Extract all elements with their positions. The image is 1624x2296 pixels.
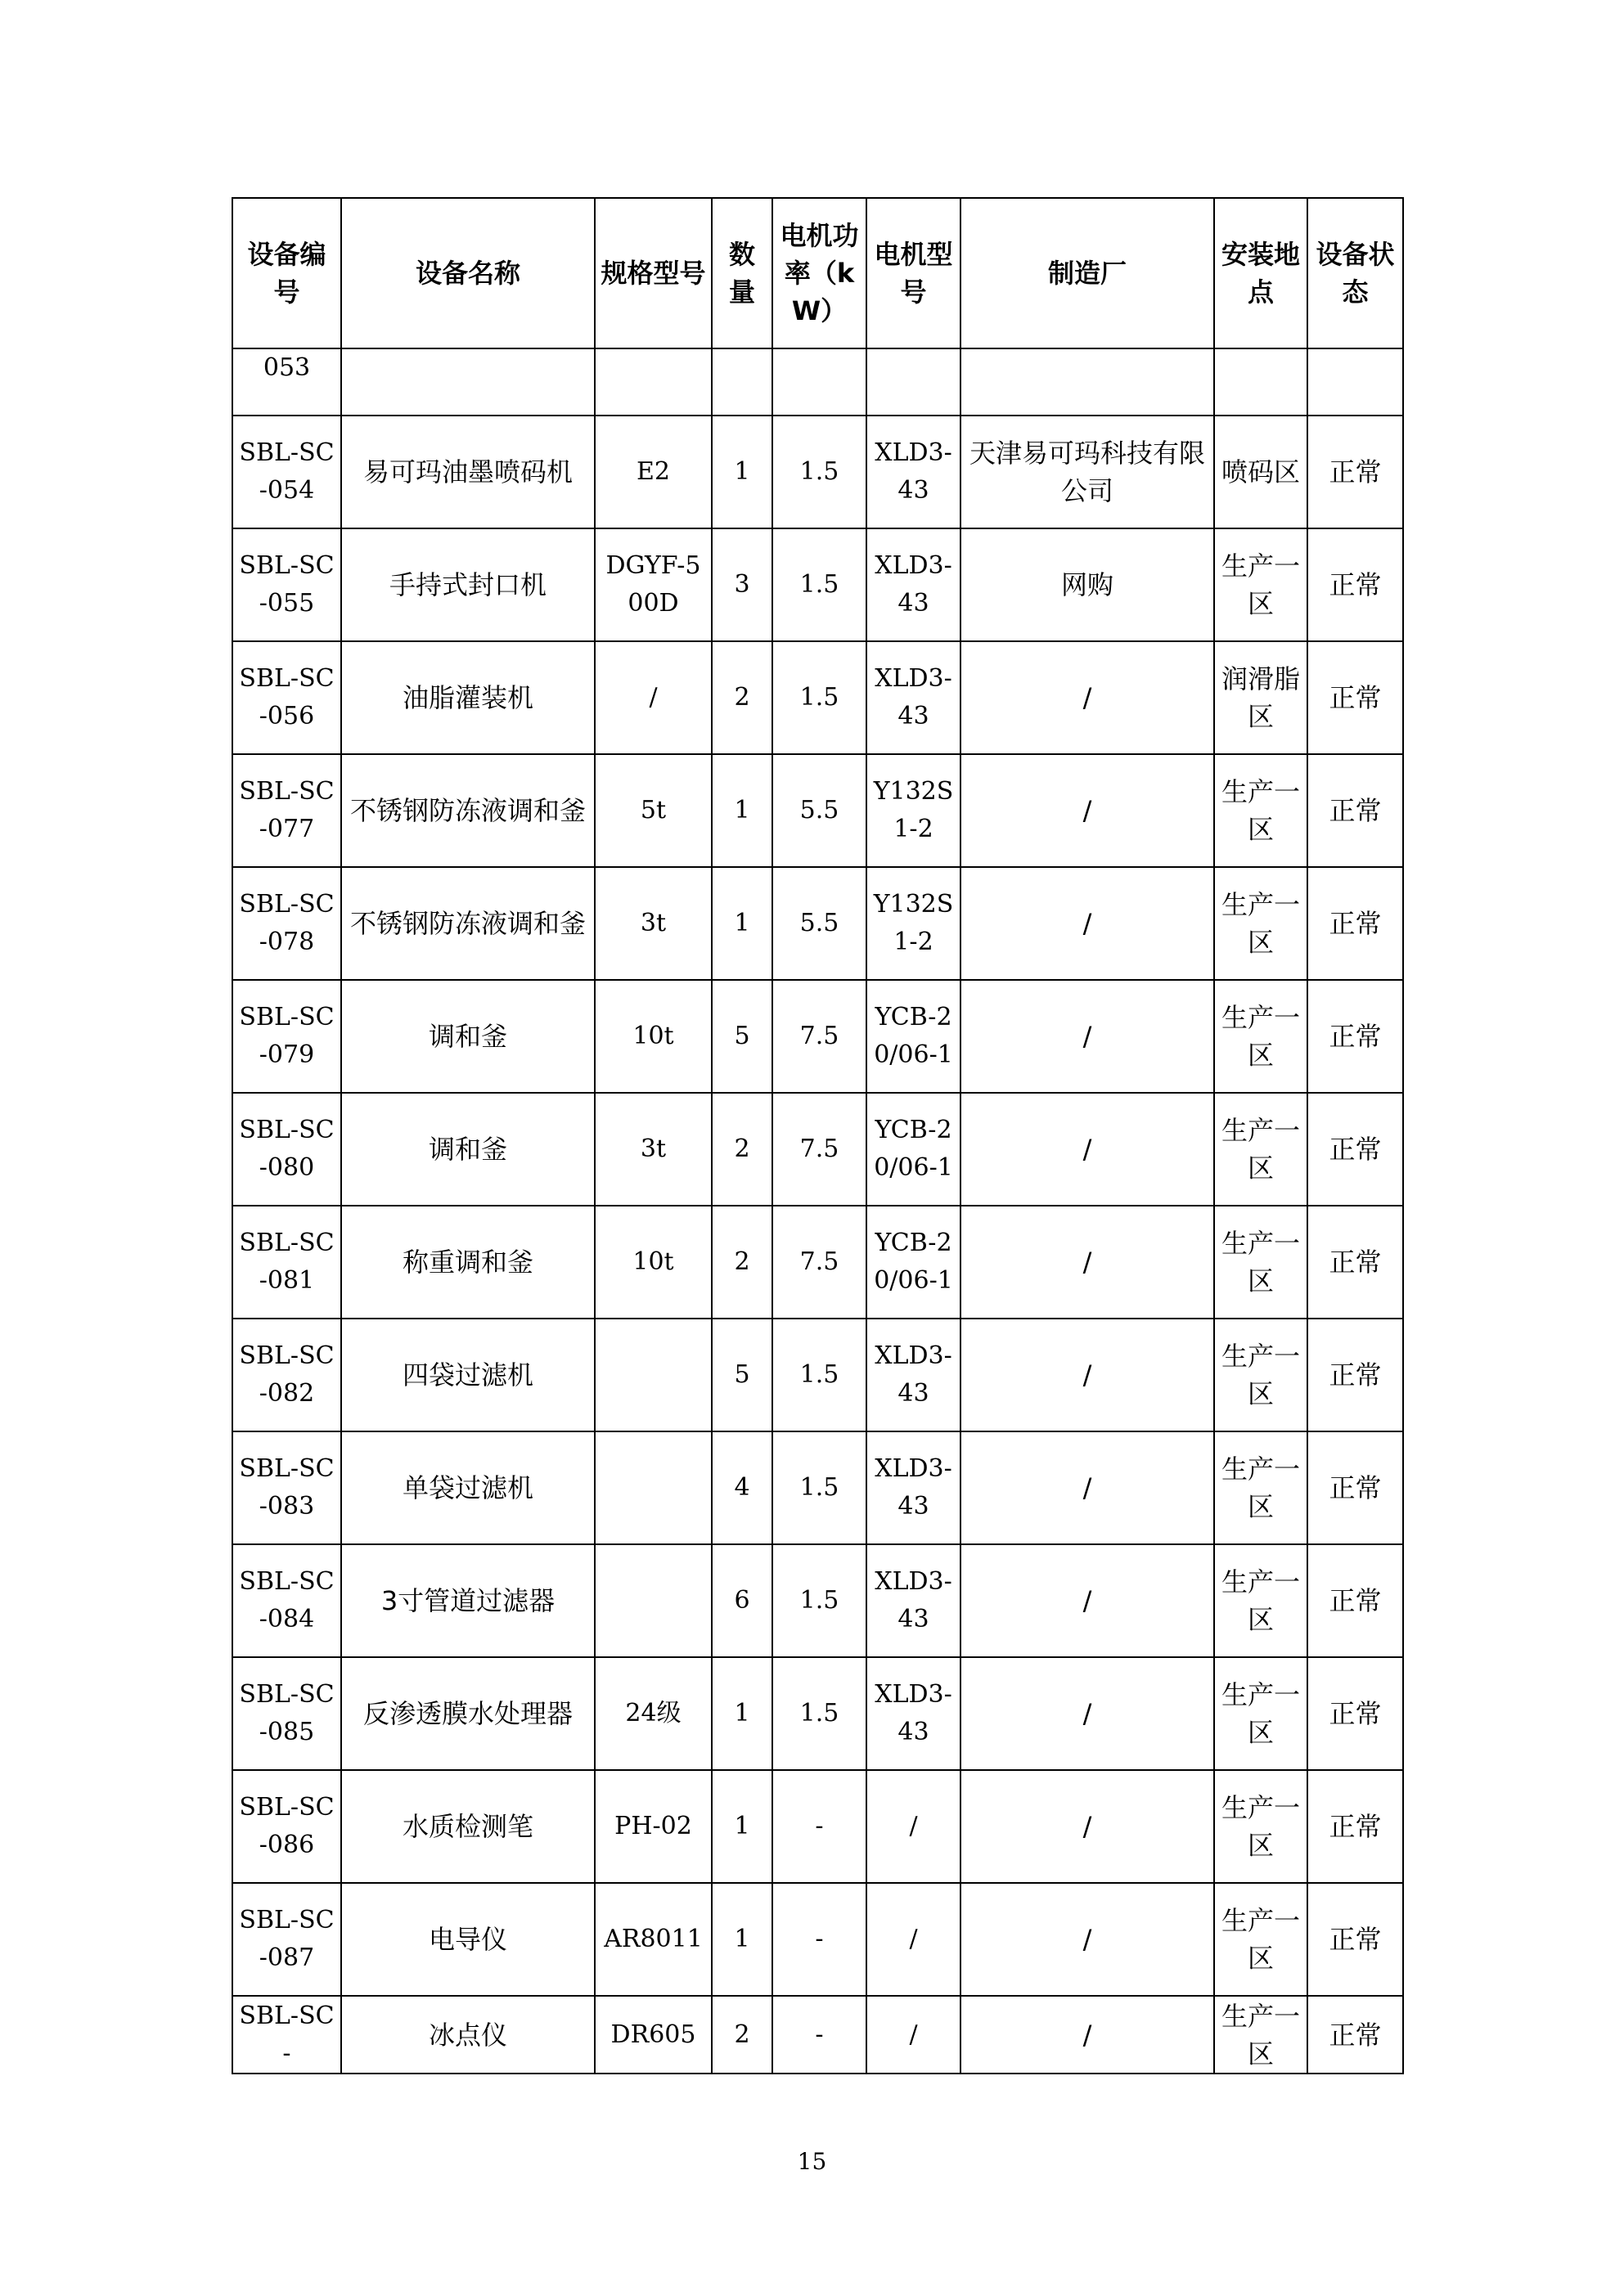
cell-name: 称重调和釜 — [341, 1206, 595, 1319]
cell-spec: / — [595, 641, 712, 754]
cell-spec: E2 — [595, 416, 712, 528]
cell-motor: YCB-20/06-1 — [866, 980, 960, 1093]
cell-status: 正常 — [1307, 1544, 1403, 1657]
cell-id: SBL-SC-056 — [232, 641, 341, 754]
cell-id: SBL-SC-080 — [232, 1093, 341, 1206]
cell-name: 反渗透膜水处理器 — [341, 1657, 595, 1770]
cell-status — [1307, 348, 1403, 416]
cell-power: 1.5 — [772, 1544, 866, 1657]
cell-status: 正常 — [1307, 1657, 1403, 1770]
cell-id: SBL-SC-086 — [232, 1770, 341, 1883]
cell-manufacturer: / — [960, 1996, 1214, 2074]
cell-id: SBL-SC-055 — [232, 528, 341, 641]
cell-spec: 3t — [595, 1093, 712, 1206]
page-number: 15 — [797, 2148, 827, 2175]
cell-motor: XLD3-43 — [866, 1431, 960, 1544]
table-row — [232, 528, 1403, 641]
cell-location: 润滑脂区 — [1214, 641, 1307, 754]
cell-spec: DR605 — [595, 1996, 712, 2074]
cell-name: 易可玛油墨喷码机 — [341, 416, 595, 528]
header-cell-motor: 电机型号 — [866, 198, 960, 348]
cell-location: 生产一区 — [1214, 1206, 1307, 1319]
cell-qty: 3 — [712, 528, 772, 641]
cell-motor: / — [866, 1883, 960, 1996]
cell-name: 调和釜 — [341, 1093, 595, 1206]
cell-name: 电导仪 — [341, 1883, 595, 1996]
cell-name: 3寸管道过滤器 — [341, 1544, 595, 1657]
cell-location: 喷码区 — [1214, 416, 1307, 528]
cell-spec — [595, 348, 712, 416]
cell-motor: XLD3-43 — [866, 1319, 960, 1431]
cell-motor: Y132S1-2 — [866, 867, 960, 980]
cell-manufacturer: / — [960, 867, 1214, 980]
cell-qty: 4 — [712, 1431, 772, 1544]
table-row — [232, 1883, 1403, 1996]
cell-manufacturer: / — [960, 754, 1214, 867]
cell-qty: 6 — [712, 1544, 772, 1657]
cell-name: 手持式封口机 — [341, 528, 595, 641]
cell-name: 单袋过滤机 — [341, 1431, 595, 1544]
cell-location: 生产一区 — [1214, 1996, 1307, 2074]
cell-motor: XLD3-43 — [866, 1657, 960, 1770]
cell-status: 正常 — [1307, 867, 1403, 980]
cell-spec — [595, 1431, 712, 1544]
cell-qty: 2 — [712, 1996, 772, 2074]
cell-id: SBL-SC-084 — [232, 1544, 341, 1657]
cell-power: 1.5 — [772, 1431, 866, 1544]
cell-location: 生产一区 — [1214, 528, 1307, 641]
table-row — [232, 1431, 1403, 1544]
cell-manufacturer: / — [960, 1883, 1214, 1996]
table-row — [232, 1319, 1403, 1431]
cell-spec: 24级 — [595, 1657, 712, 1770]
cell-qty: 2 — [712, 1093, 772, 1206]
cell-name: 调和釜 — [341, 980, 595, 1093]
header-cell-location: 安装地点 — [1214, 198, 1307, 348]
cell-manufacturer: / — [960, 1206, 1214, 1319]
cell-manufacturer — [960, 348, 1214, 416]
table-row-continued — [232, 348, 1403, 416]
table-row — [232, 1206, 1403, 1319]
cell-power: 7.5 — [772, 1093, 866, 1206]
cell-manufacturer: / — [960, 641, 1214, 754]
cell-id: SBL-SC- — [232, 1996, 341, 2074]
cell-status: 正常 — [1307, 1770, 1403, 1883]
table-row — [232, 1093, 1403, 1206]
cell-qty: 1 — [712, 1657, 772, 1770]
cell-id: SBL-SC-087 — [232, 1883, 341, 1996]
cell-manufacturer: / — [960, 1431, 1214, 1544]
cell-id: SBL-SC-078 — [232, 867, 341, 980]
header-cell-spec: 规格型号 — [595, 198, 712, 348]
cell-status: 正常 — [1307, 1431, 1403, 1544]
cell-manufacturer: / — [960, 1319, 1214, 1431]
cell-manufacturer: / — [960, 1093, 1214, 1206]
cell-status: 正常 — [1307, 1206, 1403, 1319]
cell-status: 正常 — [1307, 416, 1403, 528]
header-cell-qty: 数量 — [712, 198, 772, 348]
cell-power: 1.5 — [772, 416, 866, 528]
cell-power — [772, 348, 866, 416]
cell-power: 1.5 — [772, 641, 866, 754]
table-row — [232, 1657, 1403, 1770]
table-row — [232, 416, 1403, 528]
cell-status: 正常 — [1307, 754, 1403, 867]
cell-manufacturer: / — [960, 980, 1214, 1093]
cell-manufacturer: 天津易可玛科技有限公司 — [960, 416, 1214, 528]
cell-location: 生产一区 — [1214, 1883, 1307, 1996]
cell-id: SBL-SC-085 — [232, 1657, 341, 1770]
cell-spec: AR8011 — [595, 1883, 712, 1996]
table-row — [232, 980, 1403, 1093]
cell-manufacturer: / — [960, 1770, 1214, 1883]
cell-qty: 5 — [712, 1319, 772, 1431]
cell-location: 生产一区 — [1214, 980, 1307, 1093]
cell-qty: 1 — [712, 1883, 772, 1996]
cell-name: 不锈钢防冻液调和釜 — [341, 867, 595, 980]
cell-qty: 2 — [712, 1206, 772, 1319]
cell-location: 生产一区 — [1214, 1657, 1307, 1770]
cell-status: 正常 — [1307, 1996, 1403, 2074]
cell-power: - — [772, 1770, 866, 1883]
cell-status: 正常 — [1307, 528, 1403, 641]
cell-motor: XLD3-43 — [866, 1544, 960, 1657]
table-row — [232, 867, 1403, 980]
cell-qty: 1 — [712, 416, 772, 528]
cell-location: 生产一区 — [1214, 1544, 1307, 1657]
header-cell-name: 设备名称 — [341, 198, 595, 348]
cell-power: 5.5 — [772, 754, 866, 867]
cell-id: 053 — [232, 348, 341, 416]
cell-id: SBL-SC-082 — [232, 1319, 341, 1431]
cell-spec: 3t — [595, 867, 712, 980]
cell-name: 水质检测笔 — [341, 1770, 595, 1883]
cell-manufacturer: / — [960, 1657, 1214, 1770]
cell-status: 正常 — [1307, 1093, 1403, 1206]
cell-manufacturer: / — [960, 1544, 1214, 1657]
cell-name: 冰点仪 — [341, 1996, 595, 2074]
cell-power: 1.5 — [772, 528, 866, 641]
cell-qty: 1 — [712, 1770, 772, 1883]
cell-location: 生产一区 — [1214, 867, 1307, 980]
table-row — [232, 1544, 1403, 1657]
equipment-table — [232, 197, 1404, 2074]
cell-motor: YCB-20/06-1 — [866, 1206, 960, 1319]
cell-name: 不锈钢防冻液调和釜 — [341, 754, 595, 867]
cell-name: 四袋过滤机 — [341, 1319, 595, 1431]
table-row-last — [232, 1996, 1403, 2074]
header-cell-manufacturer: 制造厂 — [960, 198, 1214, 348]
header-cell-id: 设备编号 — [232, 198, 341, 348]
cell-power: 7.5 — [772, 1206, 866, 1319]
cell-status: 正常 — [1307, 641, 1403, 754]
cell-motor: YCB-20/06-1 — [866, 1093, 960, 1206]
cell-qty: 1 — [712, 754, 772, 867]
table-row — [232, 1770, 1403, 1883]
cell-motor: / — [866, 1770, 960, 1883]
cell-spec — [595, 1544, 712, 1657]
header-cell-power: 电机功率（kW） — [772, 198, 866, 348]
cell-motor: Y132S1-2 — [866, 754, 960, 867]
cell-status: 正常 — [1307, 980, 1403, 1093]
cell-id: SBL-SC-054 — [232, 416, 341, 528]
cell-spec — [595, 1319, 712, 1431]
cell-location: 生产一区 — [1214, 1431, 1307, 1544]
cell-status: 正常 — [1307, 1319, 1403, 1431]
cell-id: SBL-SC-081 — [232, 1206, 341, 1319]
cell-qty: 5 — [712, 980, 772, 1093]
cell-spec: PH-02 — [595, 1770, 712, 1883]
cell-location: 生产一区 — [1214, 1770, 1307, 1883]
cell-name: 油脂灌装机 — [341, 641, 595, 754]
table-row — [232, 641, 1403, 754]
cell-motor — [866, 348, 960, 416]
cell-motor: XLD3-43 — [866, 528, 960, 641]
cell-id: SBL-SC-077 — [232, 754, 341, 867]
cell-power: 5.5 — [772, 867, 866, 980]
cell-status: 正常 — [1307, 1883, 1403, 1996]
cell-power: - — [772, 1883, 866, 1996]
cell-qty — [712, 348, 772, 416]
cell-spec: 10t — [595, 980, 712, 1093]
cell-spec: DGYF-500D — [595, 528, 712, 641]
cell-manufacturer: 网购 — [960, 528, 1214, 641]
cell-qty: 1 — [712, 867, 772, 980]
cell-spec: 10t — [595, 1206, 712, 1319]
table-row — [232, 754, 1403, 867]
header-cell-status: 设备状态 — [1307, 198, 1403, 348]
cell-location: 生产一区 — [1214, 754, 1307, 867]
cell-id: SBL-SC-083 — [232, 1431, 341, 1544]
cell-name — [341, 348, 595, 416]
table-header-row — [232, 198, 1403, 348]
cell-location: 生产一区 — [1214, 1319, 1307, 1431]
cell-id: SBL-SC-079 — [232, 980, 341, 1093]
cell-power: 1.5 — [772, 1657, 866, 1770]
cell-motor: XLD3-43 — [866, 416, 960, 528]
cell-motor: XLD3-43 — [866, 641, 960, 754]
cell-power: - — [772, 1996, 866, 2074]
cell-power: 7.5 — [772, 980, 866, 1093]
cell-motor: / — [866, 1996, 960, 2074]
cell-power: 1.5 — [772, 1319, 866, 1431]
cell-qty: 2 — [712, 641, 772, 754]
cell-location: 生产一区 — [1214, 1093, 1307, 1206]
cell-location — [1214, 348, 1307, 416]
cell-spec: 5t — [595, 754, 712, 867]
